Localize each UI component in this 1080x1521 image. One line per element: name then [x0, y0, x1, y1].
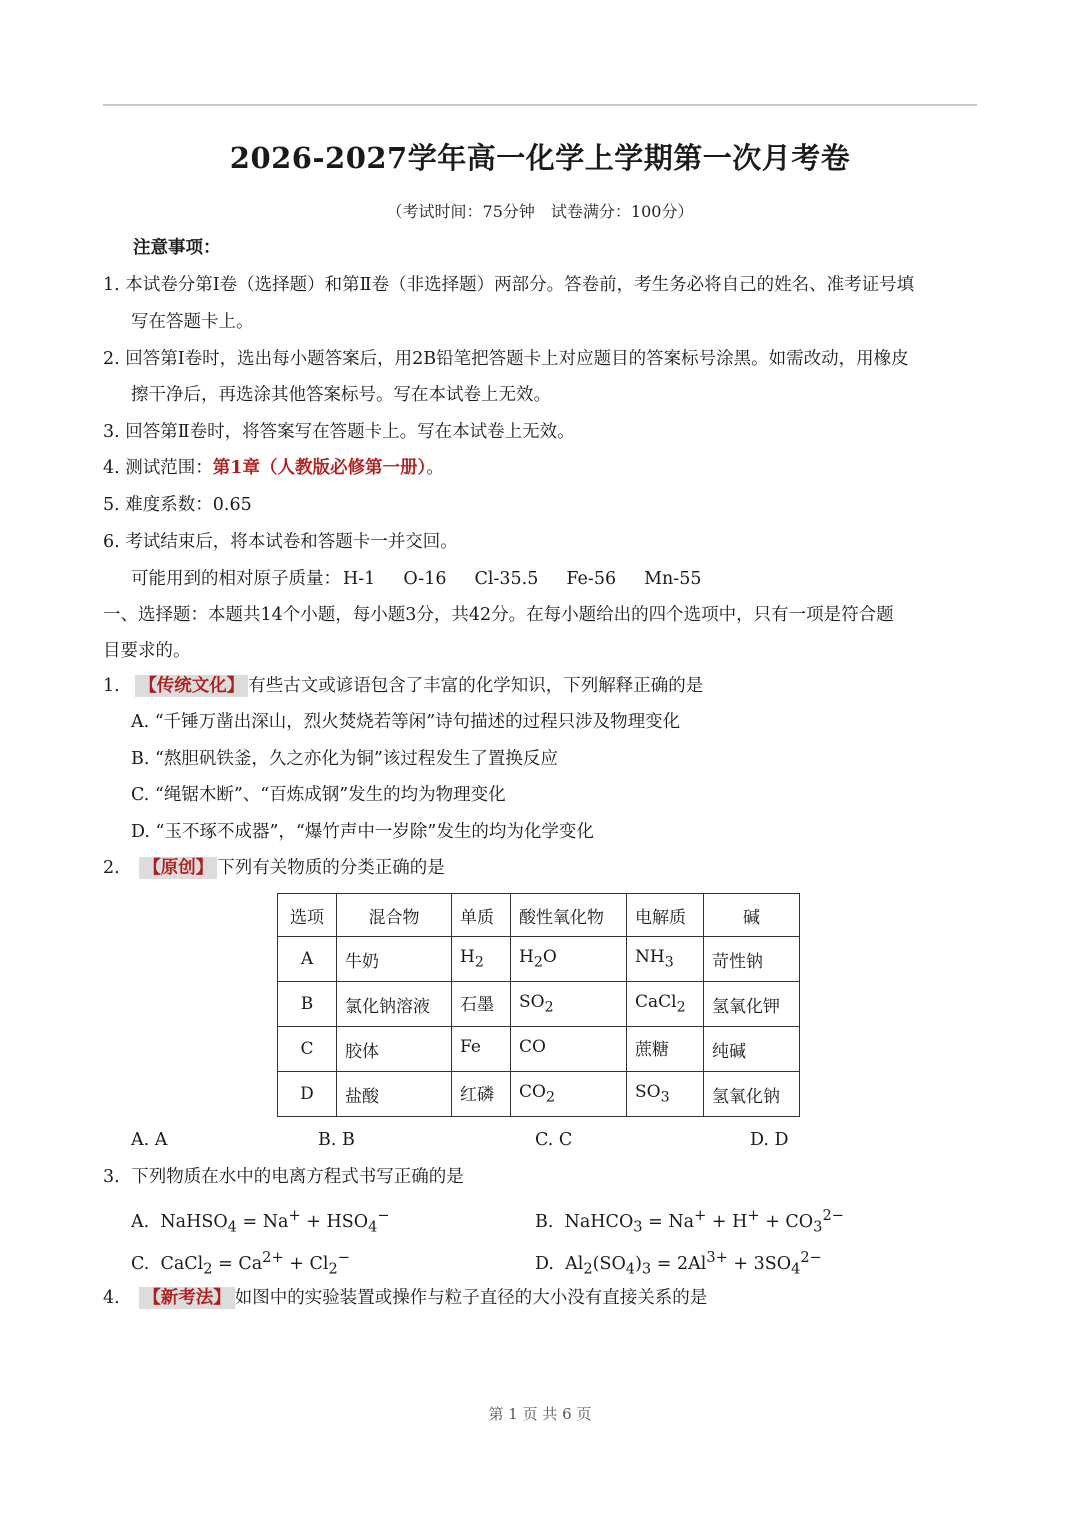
formula: Fe — [460, 1037, 481, 1058]
q3-option-d: D. $Al_2(SO_4)_3 = 2Al^{3+} + 3SO_4^{2-}$ — [535, 1249, 822, 1278]
atomic-mass: Fe-56 — [566, 569, 617, 589]
formula: 蔗糖 — [635, 1039, 669, 1060]
table-cell: A — [278, 937, 337, 982]
question-4-stem — [103, 1286, 707, 1310]
subscript: 2 — [676, 999, 686, 1016]
formula: CO — [519, 1037, 546, 1058]
table-header-cell: 选项 — [278, 894, 337, 937]
atomic-label: 可能用到的相对原子质量： — [131, 569, 341, 589]
table-cell: 牛奶 — [337, 937, 452, 982]
table-cell — [627, 982, 704, 1027]
table-cell — [627, 1027, 704, 1072]
question-2-stem — [103, 856, 445, 880]
subscript: 3 — [660, 1089, 670, 1106]
note-4-prefix: 4. 测试范围： — [103, 458, 213, 478]
page-footer: 第 1 页 共 6 页 — [488, 1405, 592, 1423]
note-2-line-1: 2. 回答第Ⅰ卷时，选出每小题答案后，用2B铅笔把答题卡上对应题目的答案标号涂黑。如需改动，用橡皮 — [103, 349, 909, 369]
note-4-suffix: 。 — [426, 458, 444, 478]
page-title: 2026-2027学年高一化学上学期第一次月考卷 — [229, 141, 851, 175]
table-cell — [511, 982, 627, 1027]
table-cell — [452, 1072, 511, 1117]
atomic-masses — [131, 567, 701, 591]
table-row — [278, 937, 800, 982]
subscript: 2 — [533, 954, 543, 971]
formula: H — [519, 947, 534, 968]
table-cell: B — [278, 982, 337, 1027]
question-text: 有些古文或谚语包含了丰富的化学知识，下列解释正确的是 — [248, 676, 704, 696]
q2-option-a: A. A — [131, 1130, 168, 1150]
q1-option-a: A. “千锤万凿出深山，烈火焚烧若等闲”诗句描述的过程只涉及物理变化 — [131, 712, 681, 732]
question-tag: 【原创】 — [139, 857, 217, 879]
note-1-line-1: 1. 本试卷分第Ⅰ卷（选择题）和第Ⅱ卷（非选择题）两部分。答卷前，考生务必将自己的姓名、准考证号填 — [103, 275, 915, 295]
q2-option-c: C. C — [535, 1130, 573, 1150]
question-text: 如图中的实验装置或操作与粒子直径的大小没有直接关系的是 — [234, 1288, 708, 1308]
table-header-cell: 电解质 — [627, 894, 704, 937]
q3-option-c: C. CaCl$_2$ = $Ca^{2+} + Cl_2^-$ — [131, 1249, 350, 1278]
table-cell — [452, 982, 511, 1027]
question-1-stem — [103, 674, 703, 698]
table-cell: 苛性钠 — [704, 937, 800, 982]
q3-option-a: A. NaHSO$_4$ = $Na^+ + HSO_4^-$ — [131, 1207, 390, 1236]
table-cell — [511, 937, 627, 982]
table-cell: 胶体 — [337, 1027, 452, 1072]
q1-option-b: B. “熬胆矾铁釜，久之亦化为铜”该过程发生了置换反应 — [131, 749, 558, 769]
table-row — [278, 982, 800, 1027]
exam-info: （考试时间：75分钟 试卷满分：100分） — [386, 202, 694, 221]
question-number: 3. — [103, 1167, 120, 1187]
note-5: 5. 难度系数：0.65 — [103, 495, 252, 515]
question-text: 下列物质在水中的电离方程式书写正确的是 — [131, 1167, 464, 1187]
q3-option-b: B. NaHCO$_3$ = $Na^+ + H^+ + CO_3^{2-}$ — [535, 1207, 844, 1236]
table-cell: 氢氧化钠 — [704, 1072, 800, 1117]
notes-heading: 注意事项： — [133, 238, 221, 258]
question-number: 1. — [103, 676, 120, 696]
subscript: 2 — [544, 999, 554, 1016]
table-cell — [452, 1027, 511, 1072]
table-row — [278, 1027, 800, 1072]
formula: CO — [519, 1082, 546, 1103]
question-tag: 【传统文化】 — [135, 675, 248, 697]
note-3: 3. 回答第Ⅱ卷时，将答案写在答题卡上。写在本试卷上无效。 — [103, 422, 575, 442]
formula: 红磷 — [460, 1084, 494, 1105]
table-cell — [452, 937, 511, 982]
formula: CaCl — [635, 992, 677, 1013]
table-row — [278, 1072, 800, 1117]
section-heading-line-2: 目要求的。 — [103, 641, 191, 661]
formula: 石墨 — [460, 994, 494, 1015]
table-cell: C — [278, 1027, 337, 1072]
question-number: 2. — [103, 858, 120, 878]
table-cell: 氢氧化钾 — [704, 982, 800, 1027]
note-1-line-2: 写在答题卡上。 — [131, 312, 254, 332]
note-4 — [103, 456, 444, 480]
table-header-row — [278, 894, 800, 937]
table-header-cell: 酸性氧化物 — [511, 894, 627, 937]
formula: NH — [635, 947, 665, 968]
section-heading-line-1: 一、选择题：本题共14个小题，每小题3分，共42分。在每小题给出的四个选项中，只有一项是符合题 — [103, 605, 894, 625]
formula: H — [460, 947, 475, 968]
question-number: 4. — [103, 1288, 120, 1308]
q2-option-b: B. B — [318, 1130, 355, 1150]
table-cell: 氯化钠溶液 — [337, 982, 452, 1027]
table-header-cell: 碱 — [704, 894, 800, 937]
question-tag: 【新考法】 — [139, 1287, 235, 1309]
subscript: 2 — [545, 1089, 555, 1106]
table-cell: 纯碱 — [704, 1027, 800, 1072]
atomic-mass: Mn-55 — [644, 569, 702, 589]
table-cell — [511, 1072, 627, 1117]
table-cell: D — [278, 1072, 337, 1117]
q1-option-c: C. “绳锯木断”、“百炼成钢”发生的均为物理变化 — [131, 785, 506, 805]
classification-table — [277, 893, 800, 1117]
table-cell — [627, 1072, 704, 1117]
table-header-cell: 单质 — [452, 894, 511, 937]
formula: SO — [635, 1082, 661, 1103]
formula: SO — [519, 992, 545, 1013]
table-cell — [511, 1027, 627, 1072]
table-cell: 盐酸 — [337, 1072, 452, 1117]
header-rule — [103, 104, 977, 106]
question-3-stem — [103, 1165, 464, 1189]
note-2-line-2: 擦干净后，再选涂其他答案标号。写在本试卷上无效。 — [131, 385, 551, 405]
atomic-mass: Cl-35.5 — [474, 569, 539, 589]
atomic-mass: H-1 — [343, 569, 376, 589]
subscript: 2 — [474, 954, 484, 971]
test-range: 第1章（人教版必修第一册） — [212, 458, 427, 478]
subscript: 3 — [664, 954, 674, 971]
atomic-mass: O-16 — [403, 569, 447, 589]
q1-option-d: D. “玉不琢不成器”，“爆竹声中一岁除”发生的均为化学变化 — [131, 822, 594, 842]
formula-tail: O — [542, 947, 557, 968]
question-text: 下列有关物质的分类正确的是 — [217, 858, 445, 878]
table-cell — [627, 937, 704, 982]
table-header-cell: 混合物 — [337, 894, 452, 937]
note-6: 6. 考试结束后，将本试卷和答题卡一并交回。 — [103, 532, 458, 552]
q2-option-d: D. D — [750, 1130, 789, 1150]
